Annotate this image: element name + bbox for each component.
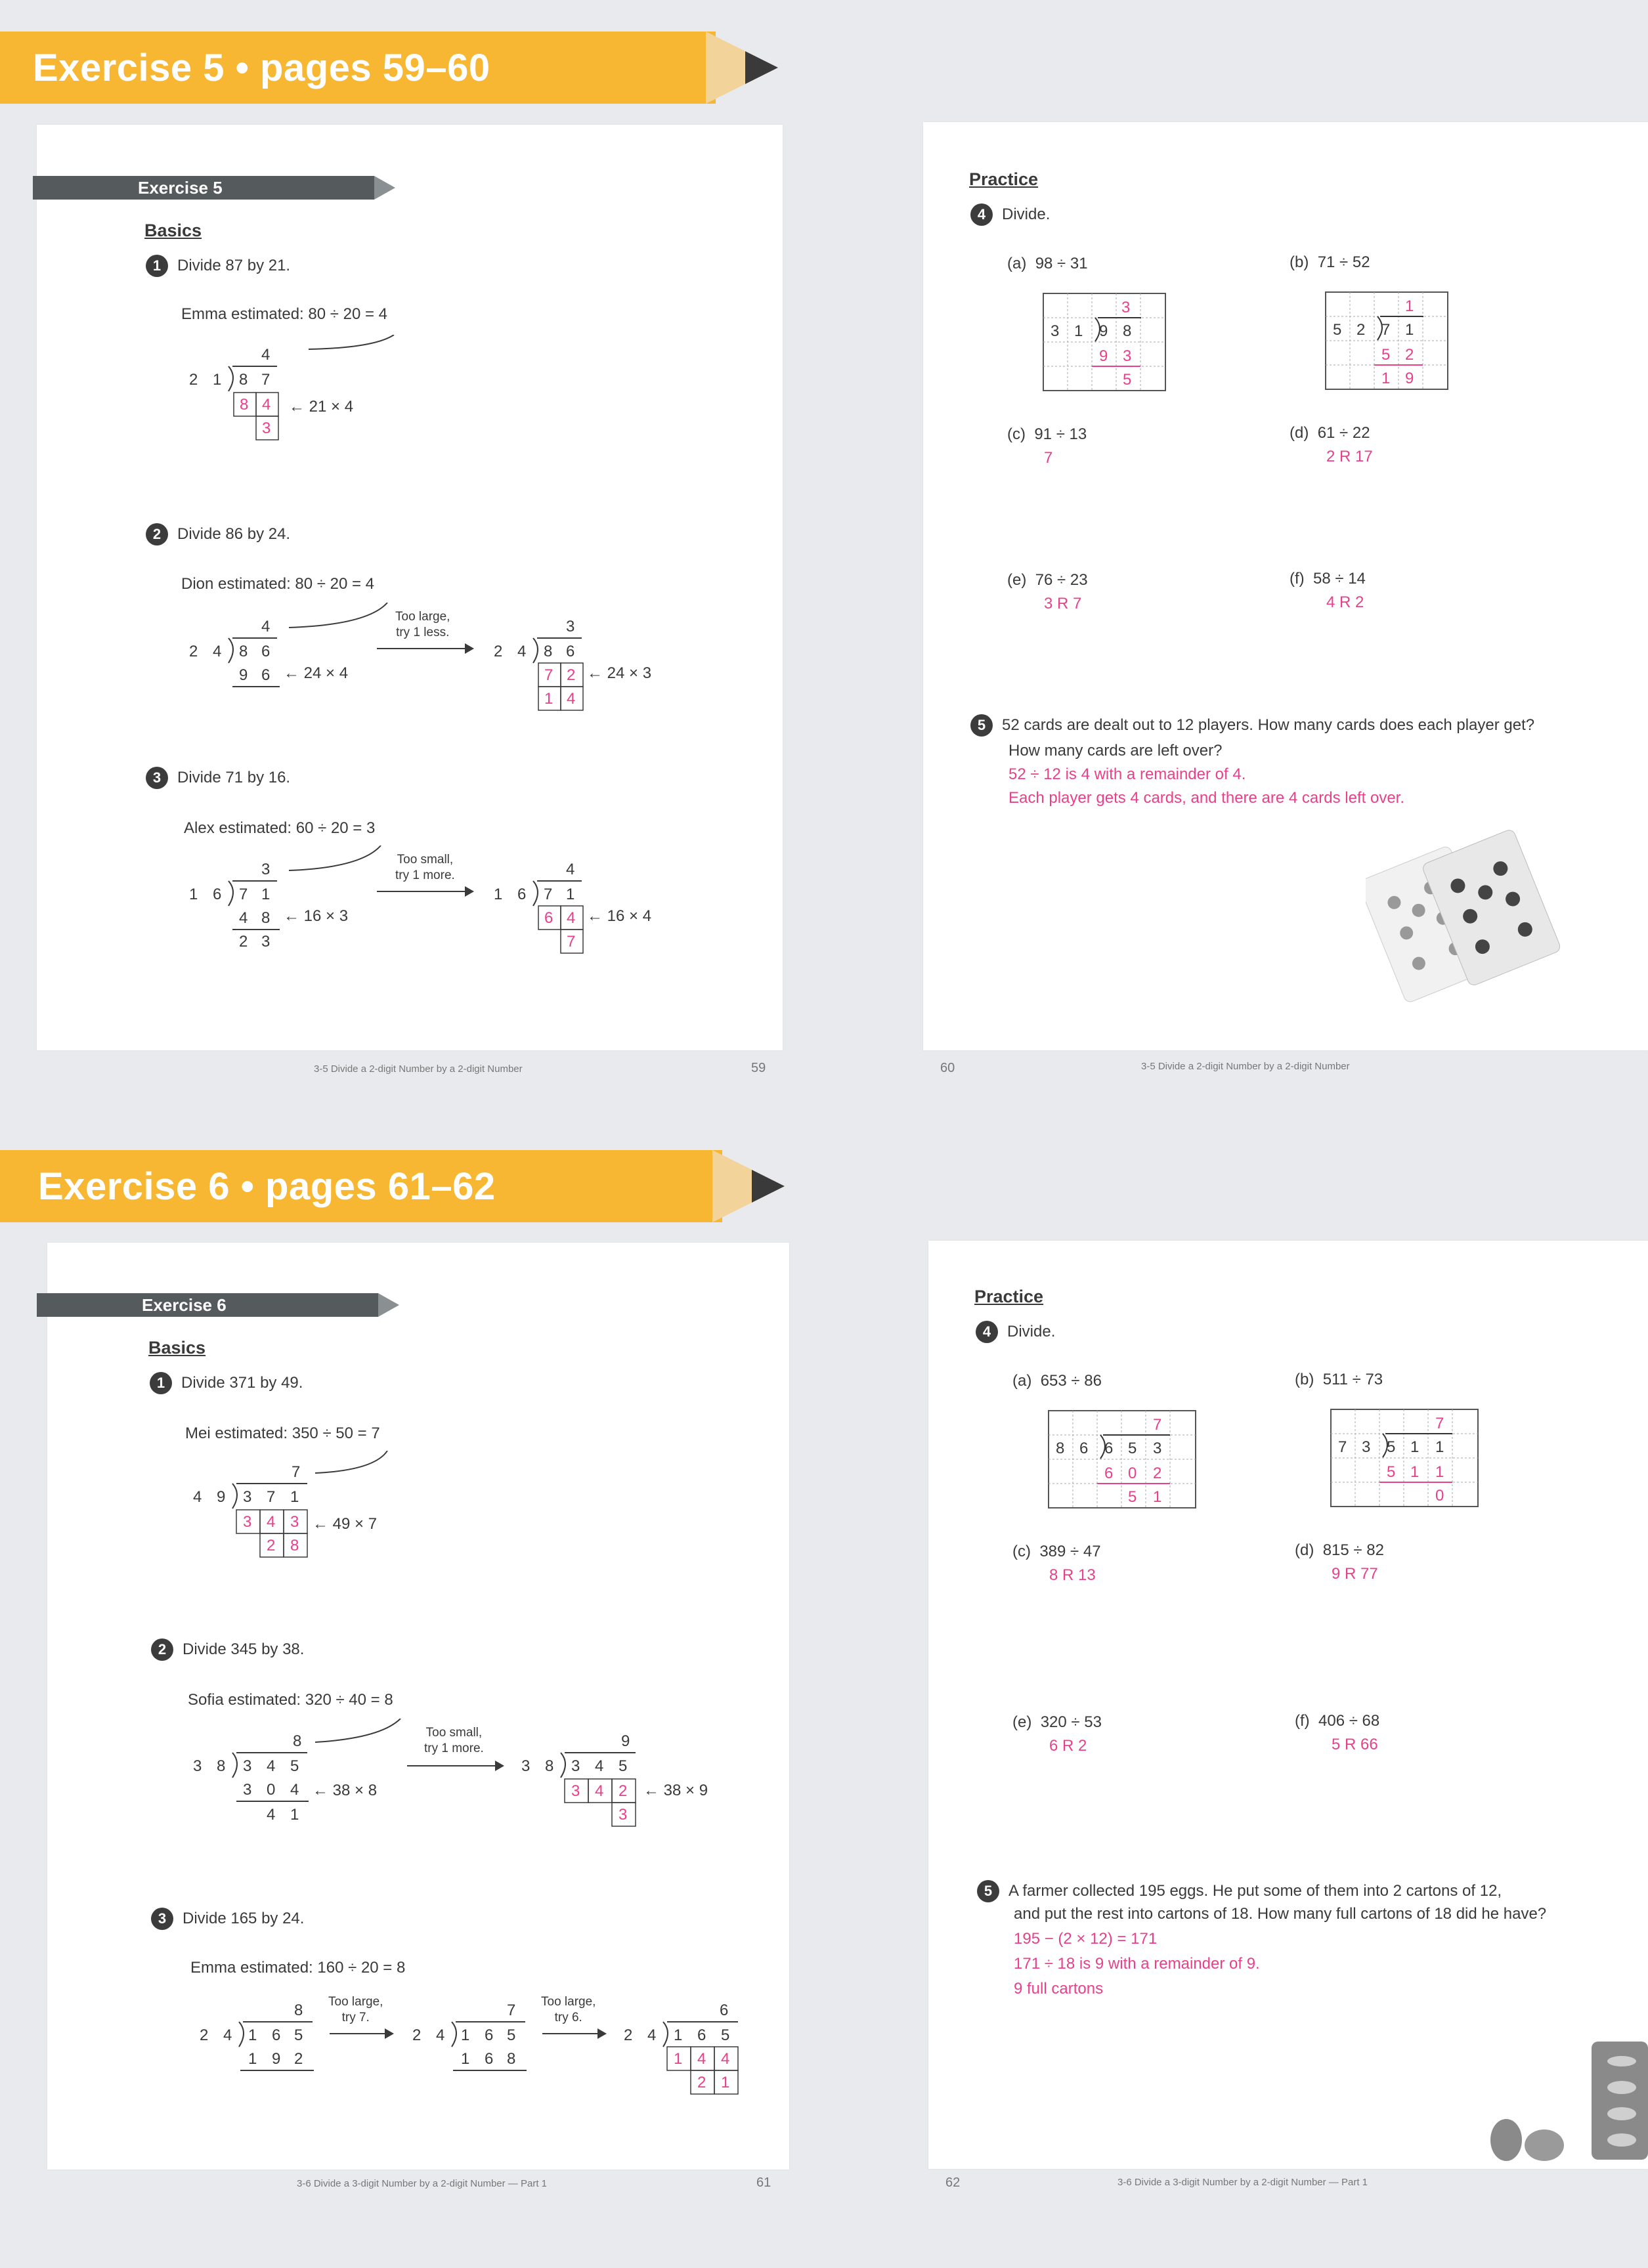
svg-text:3: 3 [1123,347,1132,365]
grid-division-71-by-52 [1325,291,1450,391]
svg-text:4: 4 [267,1806,276,1824]
svg-text:4: 4 [721,2050,730,2068]
svg-text:6: 6 [697,2026,706,2044]
svg-text:2: 2 [200,2026,209,2044]
question-text: Divide. [1002,205,1051,223]
answer-e: 6 R 2 [1049,1737,1087,1755]
svg-text:3: 3 [618,1806,628,1824]
question-text: Divide 87 by 21. [177,257,291,274]
grid-division-511-by-73 [1330,1409,1481,1508]
svg-text:4: 4 [517,643,527,660]
problem-label: (c) [1007,425,1026,443]
answer-line: 195 − (2 × 12) = 171 [1014,1930,1158,1948]
svg-text:8: 8 [239,643,248,660]
svg-text:8: 8 [1056,1440,1065,1457]
question-number: 3 [151,1908,173,1930]
svg-text:4: 4 [595,1757,604,1775]
question-number: 2 [151,1638,173,1661]
question-text: Divide 371 by 49. [181,1374,303,1392]
svg-text:2: 2 [618,1782,628,1800]
svg-text:4: 4 [193,1488,202,1506]
svg-text:4: 4 [261,346,271,364]
page-number: 61 [756,2175,771,2190]
exercise-label-bar [37,1293,378,1317]
question-number: 1 [150,1372,172,1394]
svg-text:8: 8 [290,1537,299,1554]
page-footer: 3-6 Divide a 3-digit Number by a 2-digit Number — Part 1 [297,2178,547,2189]
question-text: 52 cards are dealt out to 12 players. How many cards does each player get? [1002,716,1535,734]
svg-text:9: 9 [239,666,248,684]
svg-text:3: 3 [1362,1438,1371,1456]
egg-carton-illustration [1484,2035,1648,2166]
section-banner-exercise-6 [0,1150,722,1222]
svg-text:5: 5 [1333,321,1342,339]
svg-text:2: 2 [1153,1465,1162,1482]
svg-text:1: 1 [721,2074,730,2091]
question-number: 3 [146,767,168,789]
question-5 [970,714,1534,737]
estimate-text: Sofia estimated: 320 ÷ 40 = 8 [188,1691,393,1709]
problem-expression: 71 ÷ 52 [1317,253,1370,271]
svg-text:9: 9 [272,2050,281,2068]
svg-text:7: 7 [239,886,248,903]
problem-c [1012,1543,1101,1561]
svg-text:7: 7 [567,933,576,951]
problem-f [1290,570,1366,588]
svg-text:1: 1 [1410,1438,1420,1456]
svg-text:7: 7 [544,886,553,903]
svg-text:1: 1 [1405,297,1414,315]
question-text-line2: How many cards are left over? [1008,742,1223,760]
problem-a [1012,1372,1102,1390]
svg-text:6: 6 [1104,1440,1114,1457]
hint-line: try 7. [341,2011,370,2024]
problem-d [1290,424,1370,442]
multiplication-note: ← 24 × 3 [587,664,652,682]
svg-text:1: 1 [544,690,553,708]
svg-text:1: 1 [290,1806,299,1824]
problem-expression: 511 ÷ 73 [1322,1371,1383,1388]
question-text: A farmer collected 195 eggs. He put some of them into 2 cartons of 12, [1008,1882,1502,1900]
exercise-label-bar [33,176,374,200]
answer-line: 171 ÷ 18 is 9 with a remainder of 9. [1014,1955,1260,1973]
svg-text:5: 5 [721,2026,730,2044]
practice-heading: Practice [969,169,1039,189]
svg-text:1: 1 [261,886,271,903]
hint-text [395,609,450,641]
answer-f: 4 R 2 [1326,593,1364,611]
svg-text:2: 2 [1356,321,1366,339]
svg-text:8: 8 [545,1757,554,1775]
svg-text:1: 1 [1153,1488,1162,1506]
svg-text:2: 2 [412,2026,422,2044]
long-division-371-by-49 [184,1451,420,1569]
multiplication-note: ← 24 × 4 [284,664,349,682]
answer-e: 3 R 7 [1044,595,1082,612]
svg-text:2: 2 [1405,346,1414,364]
hint-text [541,1994,596,2026]
hint-line: try 1 more. [424,1742,484,1755]
multiplication-note: ← 38 × 8 [313,1782,378,1799]
svg-text:5: 5 [1387,1463,1396,1481]
problem-label: (e) [1007,571,1027,589]
playing-cards-illustration [1366,821,1576,1011]
svg-text:1: 1 [1381,370,1391,387]
problem-label: (b) [1295,1371,1314,1388]
question-text: Divide. [1007,1323,1056,1340]
hint-line: Too small, [397,853,454,867]
svg-text:6: 6 [213,886,222,903]
question-number: 4 [976,1321,998,1343]
svg-text:2: 2 [567,666,576,684]
svg-text:6: 6 [517,886,527,903]
svg-text:5: 5 [294,2026,303,2044]
svg-text:0: 0 [1128,1465,1137,1482]
svg-text:4: 4 [267,1513,276,1531]
svg-text:6: 6 [261,666,271,684]
svg-text:4: 4 [647,2026,657,2044]
svg-text:4: 4 [567,909,576,927]
page-footer: 3-6 Divide a 3-digit Number by a 2-digit Number — Part 1 [1117,2177,1368,2188]
svg-text:4: 4 [567,690,576,708]
svg-text:3: 3 [571,1757,580,1775]
long-division-71-by-16-second [482,845,613,957]
hint-text [328,1994,383,2026]
question-5 [977,1880,1502,1902]
svg-text:9: 9 [1099,322,1108,340]
multiplication-note: ← 16 × 3 [284,907,349,925]
arrow-right-icon [330,2026,395,2042]
svg-text:3: 3 [243,1513,252,1531]
svg-text:2: 2 [189,371,198,389]
svg-text:1: 1 [1074,322,1083,340]
svg-text:1: 1 [1435,1438,1444,1456]
svg-text:2: 2 [494,643,503,660]
svg-text:1: 1 [461,2050,470,2068]
problem-label: (a) [1007,255,1027,272]
svg-text:6: 6 [544,909,553,927]
question-3 [151,1908,304,1930]
svg-text:7: 7 [507,2001,516,2019]
long-division-165-by-24-second [403,1989,534,2081]
answer-d: 9 R 77 [1332,1565,1378,1583]
svg-text:5: 5 [290,1757,299,1775]
long-division-345-by-38-first [184,1719,407,1830]
svg-text:8: 8 [217,1757,226,1775]
multiplication-note: ← 16 × 4 [587,907,652,925]
estimate-text: Emma estimated: 160 ÷ 20 = 8 [190,1959,406,1977]
problem-d [1295,1541,1384,1560]
svg-text:3: 3 [262,419,271,437]
problem-label: (d) [1290,424,1309,442]
svg-text:3: 3 [243,1757,252,1775]
svg-text:7: 7 [267,1488,276,1506]
svg-text:3: 3 [521,1757,531,1775]
basics-heading: Basics [148,1338,206,1358]
svg-text:2: 2 [267,1537,276,1554]
pencil-tip-icon [712,1150,785,1222]
svg-text:6: 6 [272,2026,281,2044]
long-division-86-by-24-second [482,603,613,714]
multiplication-note: ← 49 × 7 [313,1515,378,1533]
svg-text:1: 1 [290,1488,299,1506]
question-2 [151,1638,304,1661]
problem-expression: 98 ÷ 31 [1035,255,1088,272]
svg-text:5: 5 [1128,1440,1137,1457]
svg-text:3: 3 [261,861,271,878]
banner-title: Exercise 6 • pages 61–62 [38,1165,496,1208]
basics-heading: Basics [144,221,202,240]
svg-text:3: 3 [193,1757,202,1775]
problem-label: (f) [1295,1712,1310,1730]
problem-expression: 76 ÷ 23 [1035,571,1088,589]
svg-text:9: 9 [217,1488,226,1506]
answer-f: 5 R 66 [1332,1736,1378,1753]
svg-text:7: 7 [1381,321,1391,339]
svg-text:6: 6 [720,2001,729,2019]
estimate-text: Emma estimated: 80 ÷ 20 = 4 [181,305,387,323]
long-division-71-by-16-first [177,845,394,957]
hint-line: Too large, [328,1995,383,2009]
multiplication-note: ← 21 × 4 [289,398,354,416]
svg-text:2: 2 [239,933,248,951]
arrow-right-icon [542,2026,608,2042]
svg-text:7: 7 [544,666,553,684]
long-division-345-by-38-second [512,1719,657,1837]
banner-title: Exercise 5 • pages 59–60 [33,46,490,89]
svg-text:4: 4 [262,396,271,414]
svg-text:7: 7 [292,1463,301,1481]
svg-text:6: 6 [261,643,271,660]
svg-text:1: 1 [674,2050,683,2068]
section-banner-exercise-5 [0,32,716,104]
question-text: Divide 86 by 24. [177,525,291,543]
svg-text:6: 6 [1104,1465,1114,1482]
svg-text:5: 5 [1123,371,1132,389]
page-number: 59 [751,1061,766,1075]
estimate-text: Mei estimated: 350 ÷ 50 = 7 [185,1424,380,1442]
question-text: Divide 165 by 24. [183,1910,305,1927]
grid-division-653-by-86 [1048,1410,1199,1510]
long-division-165-by-24-first [190,1989,322,2081]
svg-text:0: 0 [1435,1487,1444,1505]
problem-expression: 389 ÷ 47 [1039,1543,1101,1560]
svg-text:6: 6 [485,2026,494,2044]
svg-text:0: 0 [267,1781,276,1799]
svg-text:1: 1 [461,2026,470,2044]
svg-text:3: 3 [566,618,575,635]
svg-text:8: 8 [240,396,249,414]
svg-text:1: 1 [494,886,503,903]
problem-expression: 91 ÷ 13 [1034,425,1087,443]
question-number: 2 [146,523,168,546]
problem-b [1290,253,1370,272]
exercise-label: Exercise 5 [138,177,223,198]
svg-text:4: 4 [566,861,575,878]
svg-text:1: 1 [566,886,575,903]
svg-text:5: 5 [1387,1438,1396,1456]
problem-expression: 406 ÷ 68 [1318,1712,1380,1730]
svg-text:1: 1 [248,2050,257,2068]
svg-text:5: 5 [507,2026,516,2044]
svg-text:1: 1 [1410,1463,1420,1481]
question-number: 5 [970,714,993,737]
svg-text:7: 7 [1435,1415,1444,1432]
svg-text:1: 1 [1435,1463,1444,1481]
problem-a [1007,255,1088,273]
svg-text:1: 1 [189,886,198,903]
problem-label: (e) [1012,1713,1032,1731]
svg-text:4: 4 [595,1782,604,1800]
problem-expression: 815 ÷ 82 [1322,1541,1384,1559]
svg-text:8: 8 [261,909,271,927]
question-1 [146,255,290,277]
svg-text:9: 9 [1405,370,1414,387]
problem-b [1295,1371,1383,1389]
svg-text:4: 4 [239,909,248,927]
hint-line: try 1 less. [396,626,450,639]
question-text: Divide 71 by 16. [177,769,291,786]
arrow-right-icon [377,884,475,899]
svg-text:7: 7 [261,371,271,389]
svg-text:4: 4 [223,2026,232,2044]
svg-text:2: 2 [697,2074,706,2091]
question-number: 1 [146,255,168,277]
problem-label: (f) [1290,570,1305,588]
svg-text:2: 2 [189,643,198,660]
problem-label: (c) [1012,1543,1031,1560]
answer-line: Each player gets 4 cards, and there are 4 cards left over. [1008,789,1404,807]
arrow-right-icon [377,641,475,656]
problem-expression: 58 ÷ 14 [1313,570,1366,588]
svg-text:2: 2 [624,2026,633,2044]
multiplication-note: ← 38 × 9 [643,1782,708,1799]
hint-text [395,852,455,884]
svg-text:9: 9 [1099,347,1108,365]
problem-label: (d) [1295,1541,1314,1559]
page-footer: 3-5 Divide a 2-digit Number by a 2-digit Number [1141,1061,1350,1072]
svg-text:4: 4 [267,1757,276,1775]
question-text-line2: and put the rest into cartons of 18. How many full cartons of 18 did he have? [1014,1905,1547,1923]
svg-text:3: 3 [290,1513,299,1531]
svg-text:8: 8 [1123,322,1132,340]
question-4 [976,1321,1055,1343]
page-number: 60 [940,1061,955,1075]
svg-text:1: 1 [1405,321,1414,339]
page-footer: 3-5 Divide a 2-digit Number by a 2-digit Number [314,1063,523,1075]
problem-expression: 61 ÷ 22 [1317,424,1370,442]
answer-c: 8 R 13 [1049,1566,1096,1584]
svg-text:4: 4 [213,643,222,660]
problem-e [1007,571,1088,589]
hint-line: Too small, [425,1726,483,1740]
estimate-text: Alex estimated: 60 ÷ 20 = 3 [184,819,376,837]
svg-text:1: 1 [674,2026,683,2044]
svg-text:6: 6 [566,643,575,660]
svg-text:6: 6 [485,2050,494,2068]
answer-c: 7 [1044,449,1053,467]
svg-text:8: 8 [507,2050,516,2068]
hint-line: try 6. [554,2011,582,2024]
question-number: 5 [977,1880,999,1902]
problem-label: (a) [1012,1372,1032,1390]
svg-text:5: 5 [1128,1488,1137,1506]
grid-division-98-by-31 [1043,293,1167,393]
svg-text:8: 8 [294,2001,303,2019]
long-division-165-by-24-third [615,1989,746,2107]
practice-heading: Practice [974,1287,1044,1306]
problem-expression: 653 ÷ 86 [1040,1372,1102,1390]
question-number: 4 [970,203,993,226]
problem-label: (b) [1290,253,1309,271]
svg-text:7: 7 [1153,1416,1162,1434]
svg-text:8: 8 [544,643,553,660]
arrow-right-icon [407,1758,506,1774]
exercise-label: Exercise 6 [142,1294,227,1315]
svg-text:4: 4 [436,2026,445,2044]
svg-text:8: 8 [293,1732,302,1750]
problem-f [1295,1712,1379,1730]
problem-e [1012,1713,1102,1732]
svg-text:3: 3 [1153,1440,1162,1457]
svg-text:3: 3 [261,933,271,951]
hint-line: try 1 more. [395,868,455,882]
svg-text:1: 1 [248,2026,257,2044]
problem-expression: 320 ÷ 53 [1040,1713,1102,1731]
svg-text:1: 1 [213,371,222,389]
question-text: Divide 345 by 38. [183,1640,305,1658]
hint-line: Too large, [395,610,450,624]
svg-text:7: 7 [1338,1438,1347,1456]
svg-text:5: 5 [1381,346,1391,364]
answer-d: 2 R 17 [1326,448,1373,465]
estimate-text: Dion estimated: 80 ÷ 20 = 4 [181,575,375,593]
svg-text:4: 4 [290,1781,299,1799]
answer-line: 9 full cartons [1014,1980,1104,1998]
svg-text:3: 3 [571,1782,580,1800]
long-division-86-by-24-first [177,603,394,701]
svg-text:9: 9 [621,1732,630,1750]
hint-line: Too large, [541,1995,596,2009]
svg-text:8: 8 [239,371,248,389]
svg-text:2: 2 [294,2050,303,2068]
question-4 [970,203,1050,226]
svg-text:3: 3 [1121,299,1131,316]
hint-text [424,1725,484,1757]
question-1 [150,1372,303,1394]
svg-text:5: 5 [618,1757,628,1775]
question-3 [146,767,290,789]
svg-text:3: 3 [243,1781,252,1799]
svg-text:3: 3 [1051,322,1060,340]
question-2 [146,523,290,546]
svg-text:3: 3 [243,1488,252,1506]
pencil-tip-icon [706,32,778,104]
answer-line: 52 ÷ 12 is 4 with a remainder of 4. [1008,765,1246,783]
svg-text:4: 4 [261,618,271,635]
problem-c [1007,425,1087,444]
svg-text:6: 6 [1079,1440,1089,1457]
svg-text:4: 4 [697,2050,706,2068]
page-number: 62 [945,2175,961,2190]
